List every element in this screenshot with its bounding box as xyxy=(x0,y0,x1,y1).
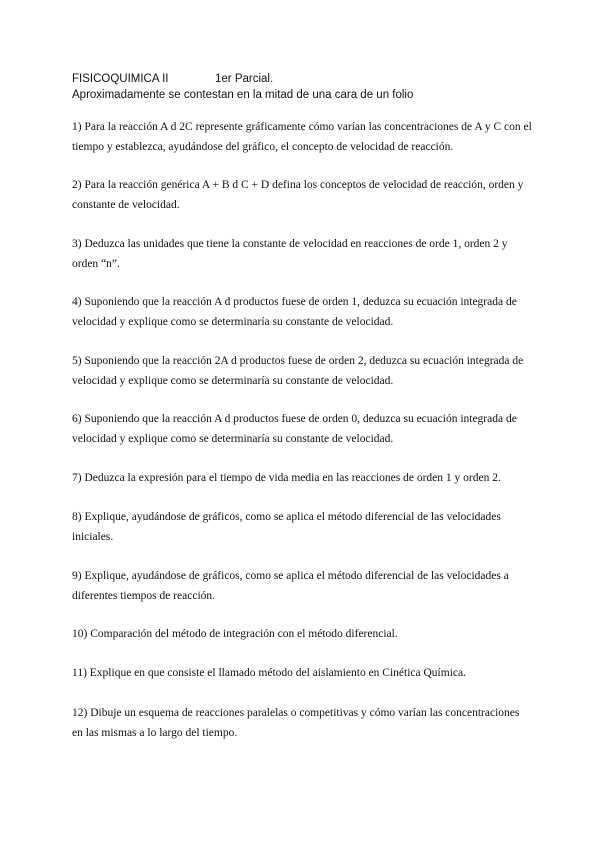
question-12 xyxy=(72,703,532,743)
question-8 xyxy=(72,507,532,547)
question-text: 10) Comparación del método de integración con el método diferencial. xyxy=(72,628,398,640)
question-4 xyxy=(72,292,532,332)
question-text: 9) Explique, ayudándose de gráficos, como se aplica el método diferencial de las velocidades a diferentes tiempos de reacción. xyxy=(72,570,509,602)
question-text: 5) Suponiendo que la reacción 2A d productos fuese de orden 2, deduzca su ecuación integrada de velocidad y explique como se determinaría su constante de velocidad. xyxy=(72,355,524,387)
question-6 xyxy=(72,409,532,449)
question-text: 1) Para la reacción A d 2C represente gráficamente cómo varían las concentraciones de A y C con el tiempo y establezca, ayudándose del gráfico, el concepto de velocidad de reacción. xyxy=(72,121,532,153)
question-text: 12) Dibuje un esquema de reacciones paralelas o competitivas y cómo varían las concentraciones en las mismas a lo largo del tiempo. xyxy=(72,707,520,739)
question-text: 3) Deduzca las unidades que tiene la constante de velocidad en reacciones de orde 1, orden 2 y orden “n”. xyxy=(72,238,508,270)
question-text: 6) Suponiendo que la reacción A d productos fuese de orden 0, deduzca su ecuación integrada de velocidad y explique como se determinaría su constante de velocidad. xyxy=(72,413,517,445)
question-2 xyxy=(72,175,532,215)
exam-title: 1er Parcial. xyxy=(215,73,274,85)
question-text: 8) Explique, ayudándose de gráficos, como se aplica el método diferencial de las velocidades iniciales. xyxy=(72,511,501,543)
question-9 xyxy=(72,566,532,606)
question-text: 2) Para la reacción genérica A + B d C + D defina los conceptos de velocidad de reacción, orden y constante de velocidad. xyxy=(72,179,524,211)
instructions: Aproximadamente se contestan en la mitad de una cara de un folio xyxy=(72,89,414,101)
question-1 xyxy=(72,117,532,157)
question-text: 4) Suponiendo que la reacción A d productos fuese de orden 1, deduzca su ecuación integrada de velocidad y explique como se determinaría su constante de velocidad. xyxy=(72,296,517,328)
course-title: FISICOQUIMICA II xyxy=(72,73,169,85)
question-5 xyxy=(72,351,532,391)
question-3 xyxy=(72,234,532,274)
header-line xyxy=(72,72,273,86)
question-text: 11) Explique en que consiste el llamado método del aislamiento en Cinética Química. xyxy=(72,667,466,679)
question-text: 7) Deduzca la expresión para el tiempo de vida media en las reacciones de orden 1 y orden 2. xyxy=(72,472,501,484)
question-11 xyxy=(72,663,532,683)
question-10 xyxy=(72,624,532,644)
question-7 xyxy=(72,468,532,488)
